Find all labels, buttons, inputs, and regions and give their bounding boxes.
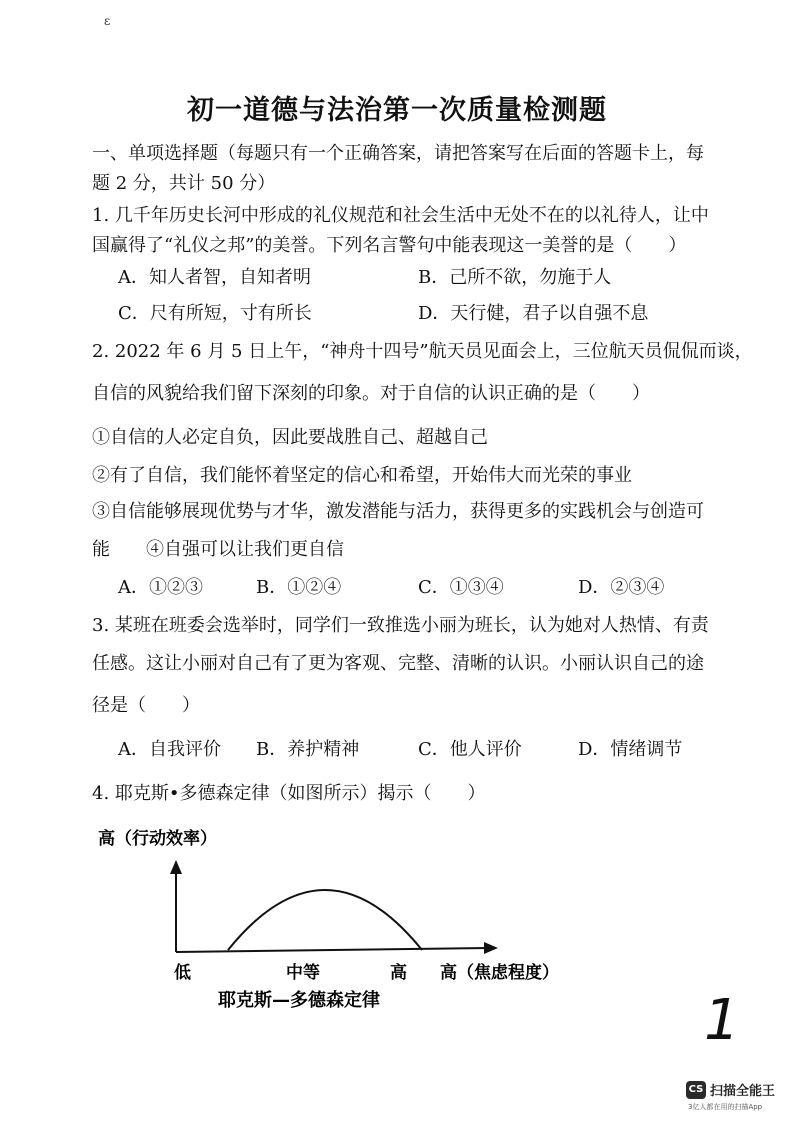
scanner-name: 扫描全能王: [710, 1084, 776, 1099]
scanner-tagline: 3亿人都在用的扫描App: [688, 1103, 763, 1111]
q2-option-b: B．①②④: [256, 577, 342, 598]
q1-option-b: B．己所不欲，勿施于人: [418, 267, 612, 288]
q2-option-c: C．①③④: [418, 577, 504, 598]
x-tick-medium: 中等: [286, 963, 320, 983]
q1-option-a: A．知人者智，自知者明: [118, 267, 311, 288]
q3-option-a: A．自我评价: [118, 739, 221, 760]
q4-stem-line1: 4. 耶克斯•多德森定律（如图所示）揭示（ ）: [92, 783, 486, 804]
q3-stem-line1: 3. 某班在班委会选举时，同学们一致推选小丽为班长，认为她对人热情、有责: [92, 615, 709, 636]
q3-option-d: D．情绪调节: [578, 739, 683, 760]
q1-option-c: C．尺有所短，寸有所长: [118, 303, 312, 324]
y-axis-arrow: [170, 860, 182, 874]
section-header-line2: 题 2 分，共计 50 分）: [92, 173, 276, 194]
q3-stem-line2: 任感。这让小丽对自己有了更为客观、完整、清晰的认识。小丽认识自己的途: [92, 653, 704, 674]
x-axis: [176, 948, 488, 952]
q3-stem-line3: 径是（ ）: [92, 695, 200, 716]
section-header-line1: 一、单项选择题（每题只有一个正确答案，请把答案写在后面的答题卡上，每: [92, 143, 704, 164]
yerkes-dodson-chart: [90, 820, 650, 1030]
page-number: 1: [704, 988, 740, 1053]
page-title: 初一道德与法治第一次质量检测题: [187, 95, 607, 126]
x-tick-low: 低: [174, 963, 191, 983]
efficiency-curve: [228, 890, 422, 950]
q2-stem-line1: 2. 2022 年 6 月 5 日上午，“神舟十四号”航天员见面会上，三位航天员侃侃而谈，: [92, 341, 753, 362]
q2-option-a: A．①②③: [118, 577, 203, 598]
q3-option-b: B．养护精神: [256, 739, 360, 760]
chart-ylabel: 高（行动效率）: [98, 829, 217, 849]
x-axis-arrow: [484, 942, 498, 954]
scanner-watermark: [686, 1080, 775, 1099]
q2-statement-3-4: 能 ④自强可以让我们更自信: [92, 539, 344, 560]
q3-option-c: C．他人评价: [418, 739, 522, 760]
cs-logo-icon: CS: [686, 1081, 706, 1099]
chart-title: 耶克斯—多德森定律: [218, 990, 380, 1011]
q2-statement-3: ③自信能够展现优势与才华，激发潜能与活力，获得更多的实践机会与创造可: [92, 501, 704, 522]
chart-xlabel: 高（焦虑程度）: [440, 963, 559, 983]
q2-statement-2: ②有了自信，我们能怀着坚定的信心和希望，开始伟大而光荣的事业: [92, 465, 632, 486]
q2-option-d: D．②③④: [578, 577, 665, 598]
q1-stem-line1: 1. 几千年历史长河中形成的礼仪规范和社会生活中无处不在的以礼待人，让中: [92, 205, 709, 226]
q1-option-d: D．天行健，君子以自强不息: [418, 303, 649, 324]
q1-stem-line2: 国赢得了“礼仪之邦”的美誉。下列名言警句中能表现这一美誉的是（ ）: [92, 235, 687, 256]
q2-stem-line2: 自信的风貌给我们留下深刻的印象。对于自信的认识正确的是（ ）: [92, 383, 650, 404]
q2-statement-1: ①自信的人必定自负，因此要战胜自己、超越自己: [92, 427, 488, 448]
x-tick-high: 高: [390, 963, 407, 983]
corner-mark: ε: [104, 14, 111, 28]
